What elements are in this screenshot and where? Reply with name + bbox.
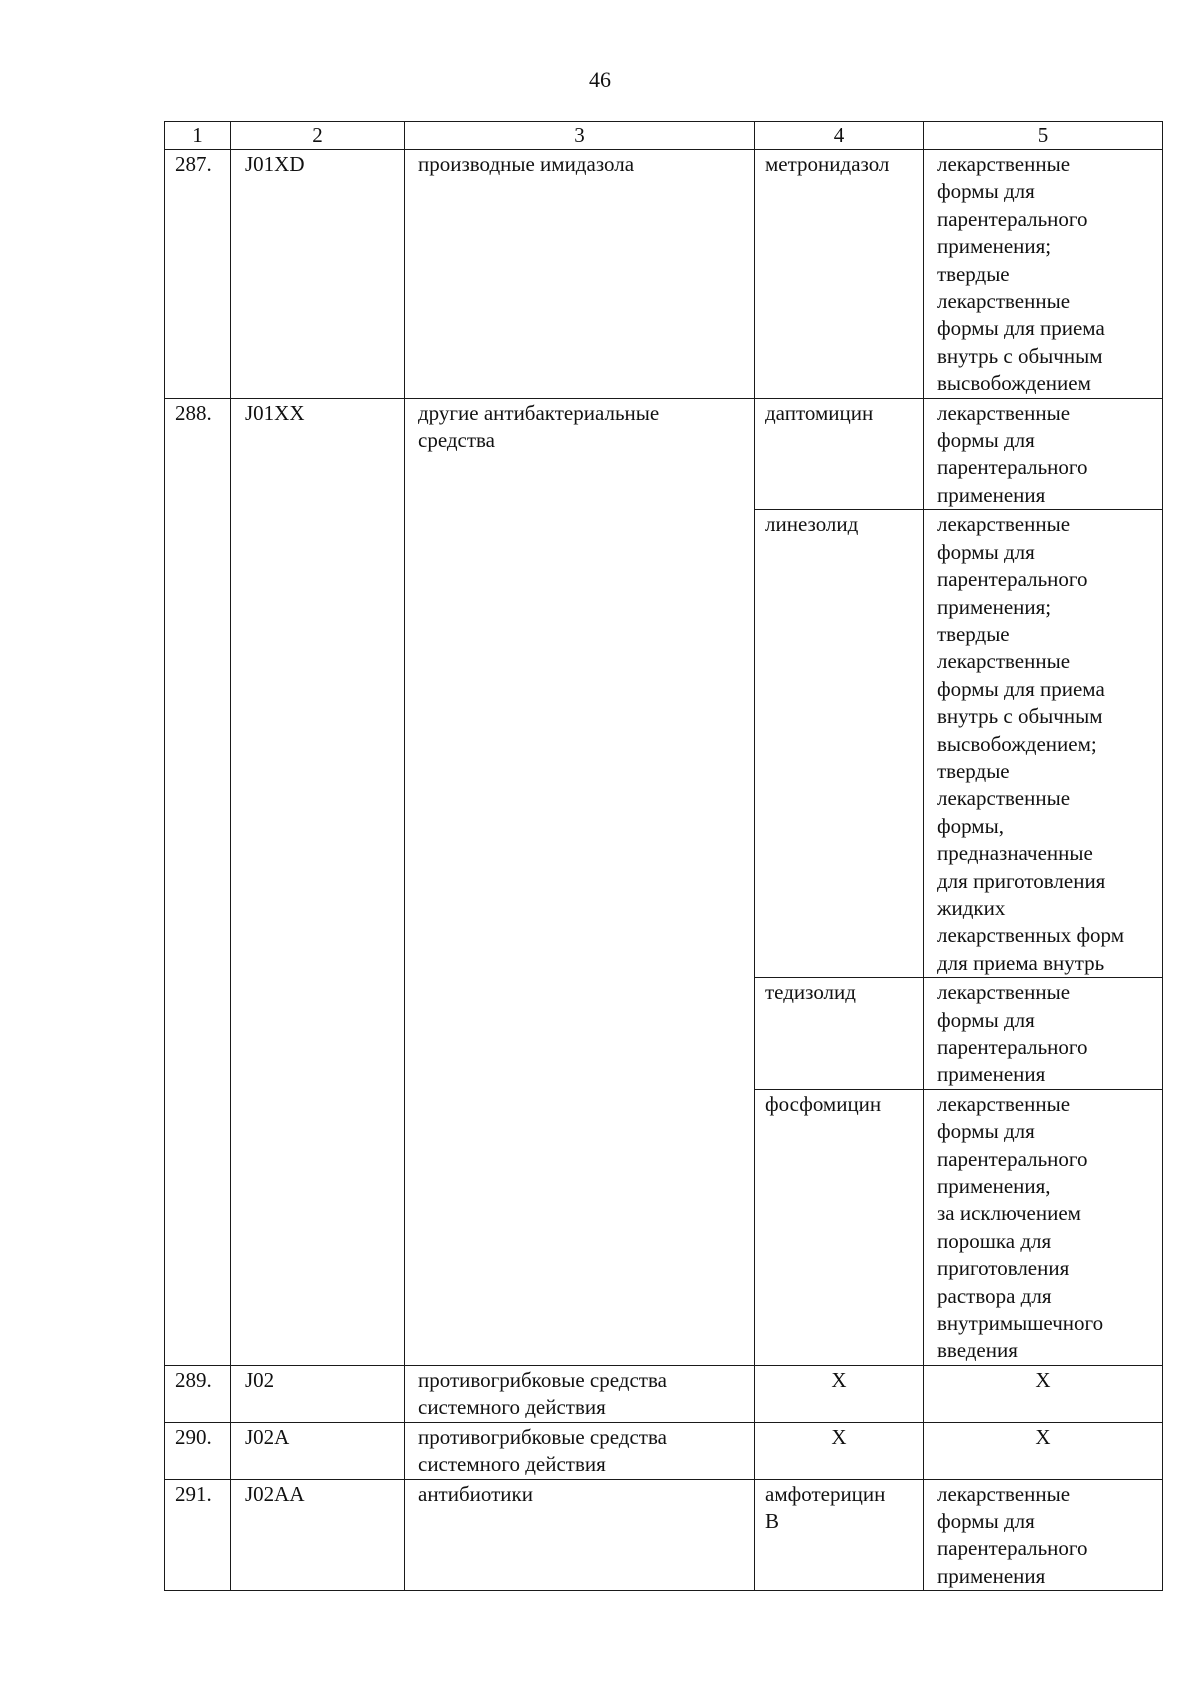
drug-name: Х bbox=[755, 1422, 924, 1479]
column-header: 2 bbox=[231, 122, 405, 150]
dosage-form: лекарственные формы для парентерального применения; твердые лекарственные формы для приема внутрь с обычным высвобождением; твердые лекарственные формы, предназначенные для приготовления жидких лекарственных форм для приема внутрь bbox=[924, 510, 1163, 978]
atc-group-name: противогрибковые средства системного действия bbox=[405, 1422, 755, 1479]
page-number: 46 bbox=[589, 67, 611, 92]
atc-group-name: другие антибактериальные средства bbox=[405, 398, 755, 1365]
drug-name: линезолид bbox=[755, 510, 924, 978]
table-row bbox=[165, 1365, 1163, 1422]
drug-name: тедизолид bbox=[755, 978, 924, 1090]
drug-name: даптомицин bbox=[755, 398, 924, 510]
atc-code: J02A bbox=[231, 1422, 405, 1479]
table-row bbox=[165, 398, 1163, 510]
atc-group-name: антибиотики bbox=[405, 1479, 755, 1591]
drug-name: амфотерицин B bbox=[755, 1479, 924, 1591]
dosage-form: лекарственные формы для парентерального применения bbox=[924, 978, 1163, 1090]
column-header: 3 bbox=[405, 122, 755, 150]
dosage-form: лекарственные формы для парентерального применения bbox=[924, 398, 1163, 510]
drug-name: фосфомицин bbox=[755, 1089, 924, 1365]
atc-group-name: производные имидазола bbox=[405, 150, 755, 399]
table-row bbox=[165, 1479, 1163, 1591]
atc-code: J02AA bbox=[231, 1479, 405, 1591]
atc-code: J01XX bbox=[231, 398, 405, 1365]
row-number: 291. bbox=[165, 1479, 231, 1591]
column-header: 4 bbox=[755, 122, 924, 150]
row-number: 289. bbox=[165, 1365, 231, 1422]
table-header-row bbox=[165, 122, 1163, 150]
row-number: 290. bbox=[165, 1422, 231, 1479]
table-row bbox=[165, 150, 1163, 399]
drug-table bbox=[164, 121, 1163, 1591]
table-row bbox=[165, 1422, 1163, 1479]
dosage-form: лекарственные формы для парентерального применения bbox=[924, 1479, 1163, 1591]
dosage-form: Х bbox=[924, 1422, 1163, 1479]
column-header: 5 bbox=[924, 122, 1163, 150]
row-number: 287. bbox=[165, 150, 231, 399]
atc-code: J01XD bbox=[231, 150, 405, 399]
atc-code: J02 bbox=[231, 1365, 405, 1422]
column-header: 1 bbox=[165, 122, 231, 150]
dosage-form: Х bbox=[924, 1365, 1163, 1422]
atc-group-name: противогрибковые средства системного действия bbox=[405, 1365, 755, 1422]
drug-name: Х bbox=[755, 1365, 924, 1422]
dosage-form: лекарственные формы для парентерального применения; твердые лекарственные формы для приема внутрь с обычным высвобождением bbox=[924, 150, 1163, 399]
drug-name: метронидазол bbox=[755, 150, 924, 399]
dosage-form: лекарственные формы для парентерального применения, за исключением порошка для приготовления раствора для внутримышечного введения bbox=[924, 1089, 1163, 1365]
row-number: 288. bbox=[165, 398, 231, 1365]
